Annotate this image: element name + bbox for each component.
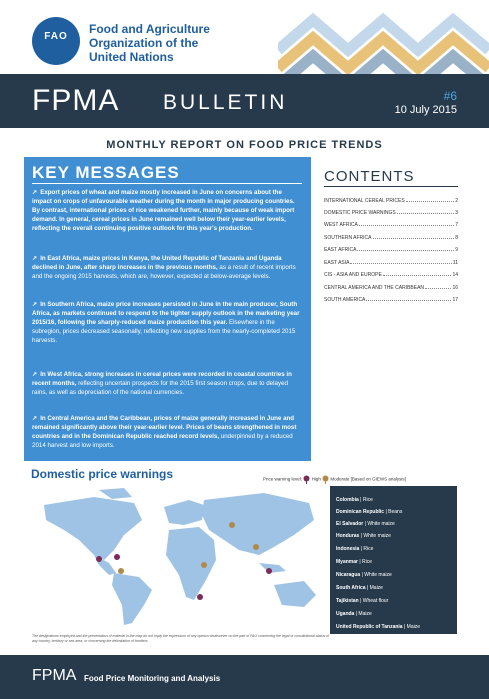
footer-text: Food Price Monitoring and Analysis — [84, 674, 221, 683]
arrow-icon: ↗ — [32, 189, 38, 196]
warning-country: Indonesia — [336, 546, 360, 552]
contents-item-page: 8 — [455, 235, 458, 241]
key-message-4-rest: reflecting uncertain prospects for the 2015 first season crops, due to delayed rains, as well as depreciation of the national currencies. — [32, 380, 288, 396]
warning-commodity: White maize — [363, 533, 391, 539]
warning-item: El Salvador | White maize — [336, 521, 395, 527]
chevron-decoration — [278, 0, 489, 84]
warning-country: Myanmar — [336, 559, 358, 565]
legend-high: High — [311, 476, 321, 482]
contents-item-page: 16 — [452, 285, 458, 291]
org-name-line-3: United Nations — [89, 50, 174, 64]
legend-label: Price warning level: — [263, 476, 303, 482]
warning-pin-moderate[interactable] — [253, 544, 259, 550]
warning-pin-moderate[interactable] — [118, 568, 124, 574]
legend-note: [Based on GIEWS analysis] — [350, 476, 406, 482]
key-message-1-bold: Export prices of wheat and maize mostly increased in June on concerns about the impact on crops of unfavourable weather during the month in major producing countries. By contrast, international prices of rice weakened further, mainly because of weak import demand. In general, cereal prices in June remained well below their year-earlier levels, reflecting the overall continuing positive outlook for this year's production. — [32, 189, 295, 232]
contents-item-page: 3 — [455, 210, 458, 216]
contents-item-label: DOMESTIC PRICE WARNINGS — [324, 210, 396, 216]
arrow-icon: ↗ — [32, 371, 38, 378]
key-message-5 — [32, 414, 303, 450]
contents-item[interactable] — [324, 210, 458, 216]
warning-pin-high[interactable] — [114, 554, 120, 560]
contents-item-label: CENTRAL AMERICA AND THE CARIBBEAN — [324, 285, 425, 291]
warning-commodity: Maize — [358, 611, 372, 617]
report-title: MONTHLY REPORT ON FOOD PRICE TRENDS — [106, 139, 383, 151]
contents-item[interactable] — [324, 222, 458, 228]
warning-country: El Salvador — [336, 521, 364, 527]
key-message-3-bold: In Southern Africa, maize price increases persisted in June in the main producer, South Africa, as markets continued to respond to the tighter supply outlook in the marketing year 2015/16, following the sharply-reduced maize production this year. — [32, 301, 300, 326]
contents-item-page: 2 — [455, 198, 458, 204]
high-pin-icon — [303, 475, 310, 484]
warning-commodity: White maize — [364, 572, 392, 578]
warning-item: Honduras | White maize — [336, 533, 391, 539]
contents-item-label: EAST AFRICA — [324, 247, 357, 253]
footer-fpma: FPMA — [32, 667, 77, 684]
org-name-line-2: Organization of the — [89, 36, 199, 50]
warning-country: Uganda — [336, 611, 355, 617]
warning-country: South Africa — [336, 585, 366, 591]
contents-item-label: WEST AFRICA — [324, 222, 358, 228]
moderate-pin-icon — [322, 475, 329, 484]
key-message-2 — [32, 254, 303, 281]
contents-item-page: 17 — [452, 297, 458, 303]
warnings-title: Domestic price warnings — [31, 467, 174, 481]
warning-commodity: Rice — [362, 497, 373, 503]
arrow-icon: ↗ — [32, 415, 38, 422]
fao-logo-text: FAO — [44, 31, 68, 42]
warning-pin-high[interactable] — [96, 556, 102, 562]
warning-item: Nicaragua | White maize — [336, 572, 392, 578]
issue-number: #6 — [443, 89, 457, 103]
key-message-4 — [32, 370, 303, 397]
contents-item-label: CIS - ASIA AND EUROPE — [324, 272, 382, 278]
warning-commodity: Rice — [363, 546, 374, 552]
contents-item[interactable] — [324, 285, 458, 291]
contents-item-page: 14 — [452, 272, 458, 278]
key-message-4-bold: In West Africa, strong increases in cereal prices were recorded in coastal countries in recent months, — [32, 371, 292, 387]
warning-pin-moderate[interactable] — [201, 562, 207, 568]
warning-commodity: Beans — [388, 509, 403, 515]
fpma-title: FPMA — [32, 84, 120, 117]
key-message-2-rest: as a result of recent imports and the ongoing 2015 harvests, which are, however, expected at below-average levels. — [32, 264, 296, 280]
contents-item-page: 9 — [455, 247, 458, 253]
key-message-1 — [32, 188, 303, 233]
warning-country: Nicaragua — [336, 572, 361, 578]
warning-country: United Republic of Tanzania — [336, 624, 403, 630]
key-messages-title: KEY MESSAGES — [32, 163, 180, 182]
warning-commodity: White maize — [367, 521, 395, 527]
issue-date: 10 July 2015 — [394, 104, 457, 116]
contents-divider — [324, 186, 458, 187]
world-map — [24, 485, 324, 630]
warning-country: Colombia — [336, 497, 359, 503]
contents-item-page: 7 — [455, 222, 458, 228]
legend-moderate: Moderate — [330, 476, 350, 482]
warning-country: Honduras — [336, 533, 360, 539]
warnings-legend — [263, 475, 463, 484]
arrow-icon: ↗ — [32, 255, 38, 262]
arrow-icon: ↗ — [32, 301, 38, 308]
warning-commodity: Wheat flour — [362, 598, 389, 604]
contents-item-label: INTERNATIONAL CEREAL PRICES — [324, 198, 405, 204]
key-message-5-bold: In Central America and the Caribbean, prices of maize generally increased in June and remained significantly above their year-earlier level. Prices of beans strengthened in most countries and in the Dominican Republic reached record levels, — [32, 415, 297, 440]
warning-item: Dominican Republic | Beans — [336, 509, 403, 515]
contents-item-page: 11 — [452, 260, 458, 266]
warning-item: Uganda | Maize — [336, 611, 372, 617]
contents-item[interactable] — [324, 297, 458, 303]
warning-country: Dominican Republic — [336, 509, 385, 515]
contents-item[interactable] — [324, 260, 458, 266]
warning-pin-moderate[interactable] — [229, 522, 235, 528]
contents-item[interactable] — [324, 247, 458, 253]
map-disclaimer: The designations employed and the presentation of material in the map do not imply the expression of any opinion whatsoever on the part of FAO concerning the legal or constitutional status of any country, territory or sea area, or concerning the delimitation of frontiers. — [32, 634, 330, 643]
org-name-line-1: Food and Agriculture — [89, 22, 210, 36]
warning-country: Tajikistan — [336, 598, 359, 604]
key-message-3 — [32, 300, 303, 345]
warning-commodity: Maize — [369, 585, 383, 591]
key-message-2-bold: In East Africa, maize prices in Kenya, the United Republic of Tanzania and Uganda declined in June, after sharp increases in the previous months, — [32, 255, 282, 271]
warning-pin-high[interactable] — [197, 594, 203, 600]
contents-item[interactable] — [324, 272, 458, 278]
warning-item: South Africa | Maize — [336, 585, 383, 591]
key-message-5-rest: underpinned by a reduced 2014 harvest and low imports. — [32, 433, 293, 449]
key-messages-divider — [32, 183, 302, 184]
warning-commodity: Rice — [362, 559, 373, 565]
warning-item: Indonesia | Rice — [336, 546, 374, 552]
warning-commodity: Maize — [406, 624, 420, 630]
bulletin-title: BULLETIN — [163, 91, 288, 114]
contents-item[interactable] — [324, 198, 458, 204]
contents-item-label: SOUTH AMERICA — [324, 297, 366, 303]
contents-item-label: SOUTHERN AFRICA — [324, 235, 372, 241]
warning-item: Colombia | Rice — [336, 497, 373, 503]
warning-item: United Republic of Tanzania | Maize — [336, 624, 420, 630]
contents-item[interactable] — [324, 235, 458, 241]
contents-title: CONTENTS — [324, 168, 415, 185]
warning-pin-high[interactable] — [266, 568, 272, 574]
warning-item: Tajikistan | Wheat flour — [336, 598, 389, 604]
warning-item: Myanmar | Rice — [336, 559, 373, 565]
key-message-3-rest: Elsewhere in the subregion, prices decreased seasonally, reflecting new supplies from the nearly-completed 2015 harvests. — [32, 319, 296, 344]
contents-item-label: EAST ASIA — [324, 260, 350, 266]
